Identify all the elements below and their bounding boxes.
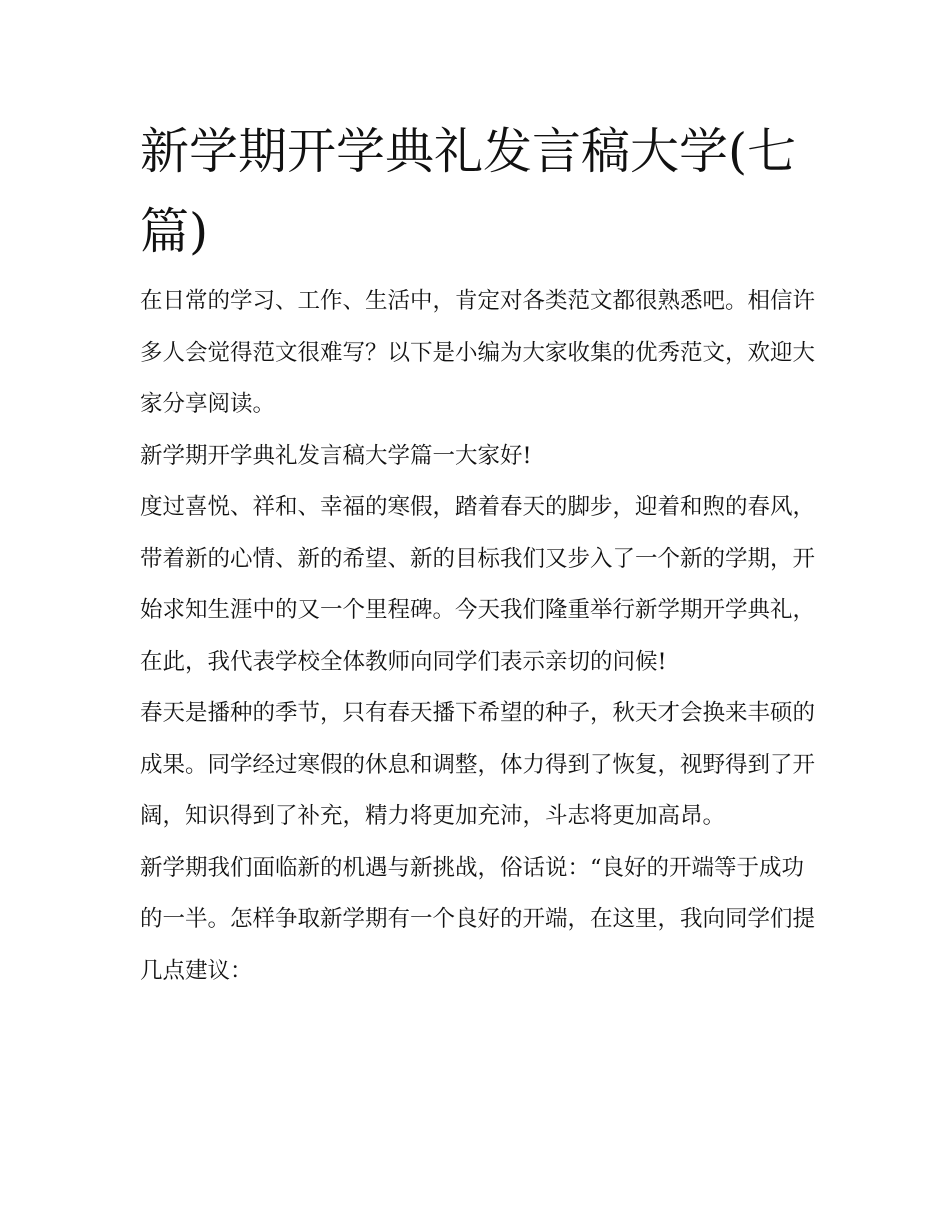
document-title: 新学期开学典礼发言稿大学(七篇) — [140, 123, 797, 260]
paragraph-intro: 在日常的学习、工作、生活中，肯定对各类范文都很熟悉吧。相信许多人会觉得范文很难写？以下是小编为大家收集的优秀范文，欢迎大家分享阅读。 — [140, 288, 816, 417]
document-body — [140, 276, 820, 997]
paragraph-spring: 春天是播种的季节，只有春天播下希望的种子，秋天才会换来丰硕的成果。同学经过寒假的休息和调整，体力得到了恢复，视野得到了开阔，知识得到了补充，精力将更加充沛，斗志将更加高昂。 — [140, 700, 816, 829]
paragraph-section-heading: 新学期开学典礼发言稿大学篇一大家好! — [140, 442, 532, 469]
paragraph-new-semester: 新学期我们面临新的机遇与新挑战，俗话说：“良好的开端等于成功的一半。怎样争取新学期有一个良好的开端，在这里，我向同学们提几点建议： — [140, 854, 816, 984]
paragraph-greeting: 度过喜悦、祥和、幸福的寒假，踏着春天的脚步，迎着和煦的春风，带着新的心情、新的希望、新的目标我们又步入了一个新的学期，开始求知生涯中的又一个里程碑。今天我们隆重举行新学期开学典礼，在此，我代表学校全体教师向同学们表示亲切的问候! — [140, 494, 816, 675]
